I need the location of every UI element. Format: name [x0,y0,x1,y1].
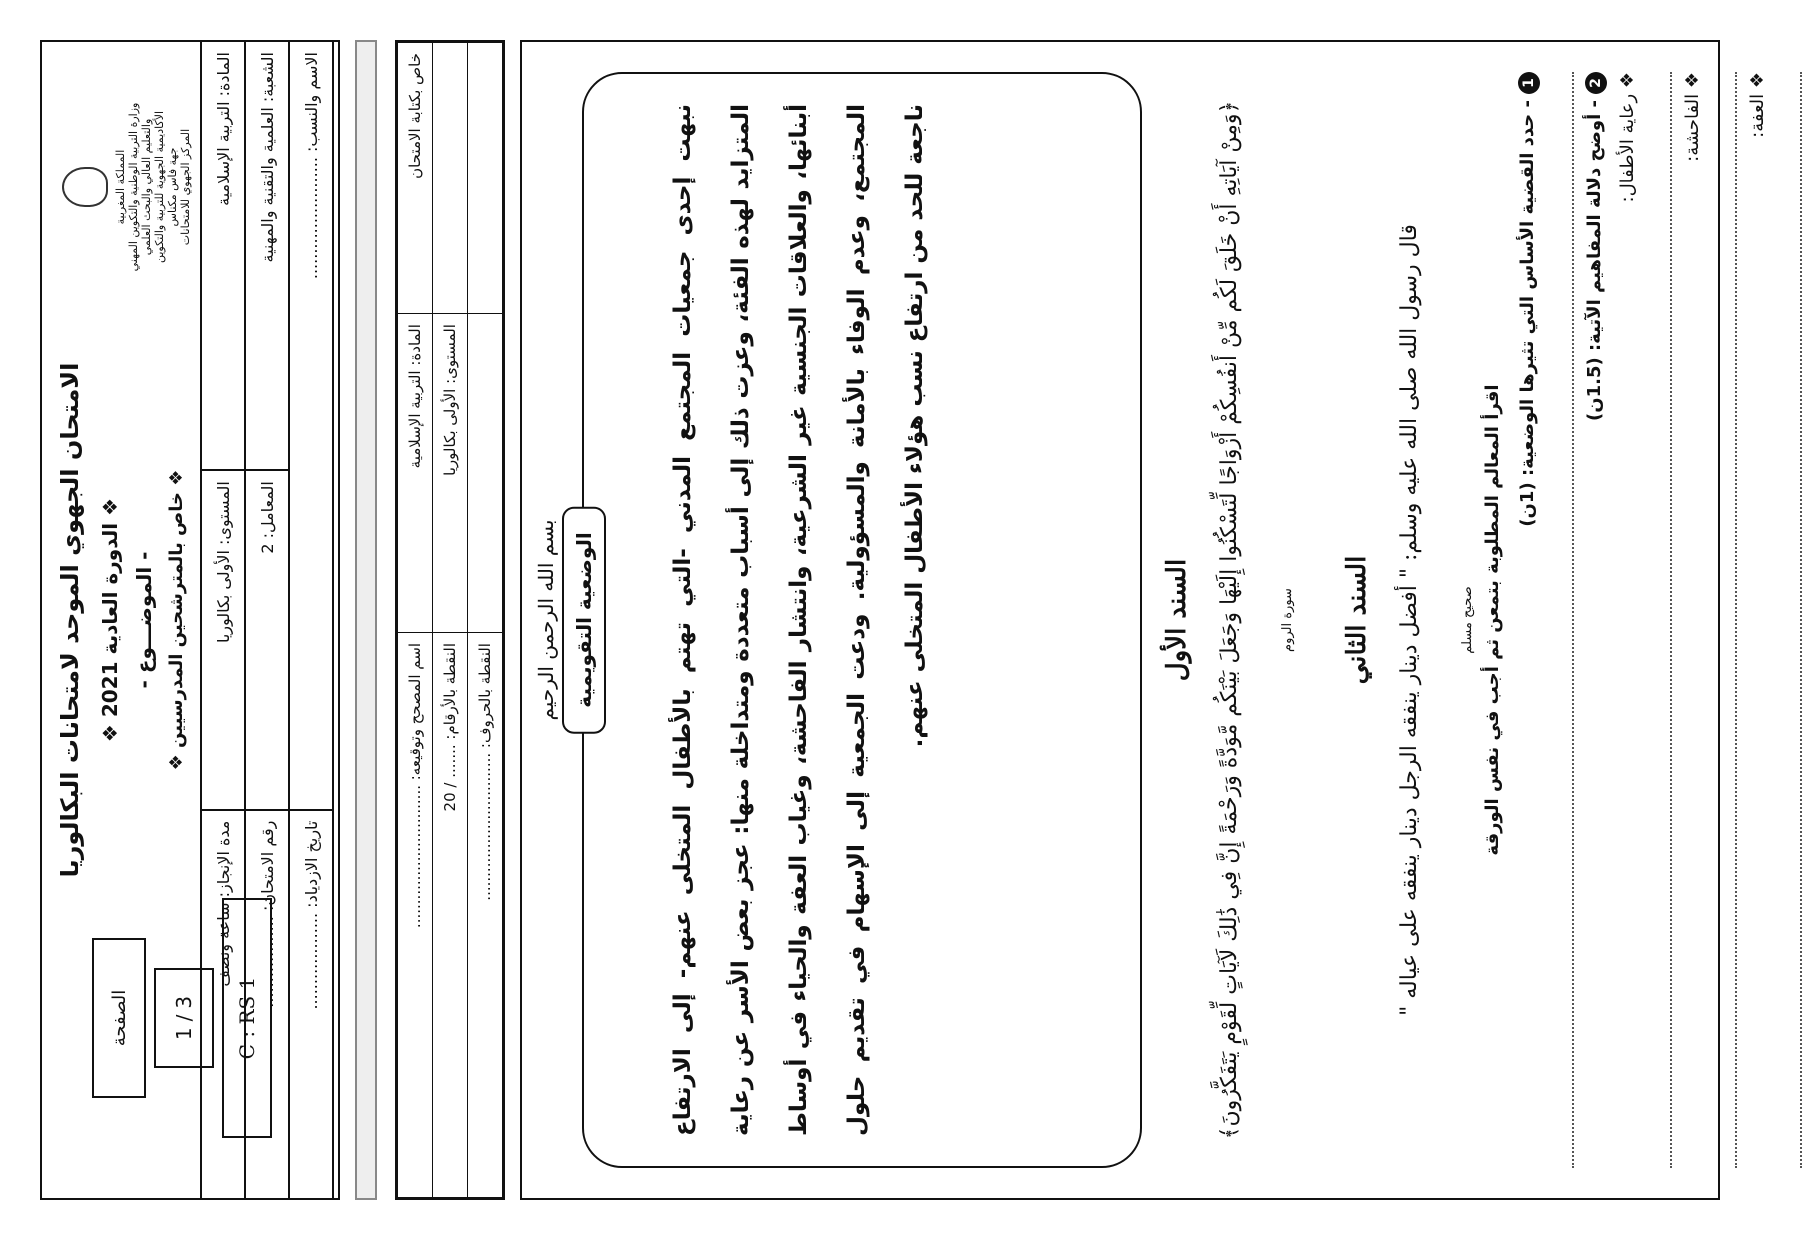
concept-item: ❖ الفاحشة: [1682,72,1703,162]
grading-exclusive-label: خاص بكتابة الامتحان [398,43,433,314]
document-one-title: السند الأول [1162,558,1192,682]
score-letters-field[interactable]: النقطة بالحروف: ............................... [468,633,503,1198]
subject-cell: المادة: التربية الإسلامية [201,41,245,470]
score-digits-field[interactable]: النقطة بالأرقام: ....... / 20 [433,633,468,1198]
fraction-slash: / [172,1014,196,1022]
coef-cell: المعامل: 2 [245,470,289,809]
situation-title: الوضعية التقويمية [562,506,606,733]
tasks-section [1482,72,1812,1168]
ministry-line: المملكة المغربية [114,149,127,225]
document-two [1342,72,1488,1168]
grading-subject: المادة: التربية الإسلامية [398,314,433,633]
candidates-label: ❖ خاص بالمترشحين المدرسيين ❖ [166,469,187,771]
level-cell: المستوى: الأولى بكالوريا [201,470,245,809]
document-two-hadith: قال رسول الله صلى الله عليه وسلم: " أفضل دينار ينفقه الرجل دينار ينفقه على عياله " [1397,224,1422,1016]
exam-info-table [200,40,334,1200]
ministry-line: وزارة التربية الوطنية والتكوين المهني [127,102,140,272]
question-two-text: - أوضح دلالة المفاهيم الآتية: (1.5ن) [1584,100,1605,422]
answer-line[interactable] [1713,72,1737,1168]
concept-item: ❖ رعاية الأطفال: [1617,72,1638,203]
name-field[interactable]: الاسم والنسب: ........................ [289,41,333,810]
document-two-title: السند الثاني [1342,555,1372,685]
document-one-source: سورة الروم [1280,588,1295,652]
branch-cell: الشعبة: العلمية والتقنية والمهنية [245,41,289,470]
question-two-number: 2 [1585,72,1607,94]
subject-label: - الموضـــوع - [132,551,156,689]
exam-number-field[interactable]: رقم الامتحان: .................. [245,810,289,1199]
concept-item: ❖ العفة: [1747,72,1768,138]
question-one-text: - حدد القضية الأساس التي تثيرها الوضعية: (1ن) [1517,100,1538,527]
title-block [56,342,187,898]
document-one-verse: ﴿وَمِنْ آيَاتِهِ أَنْ خَلَقَ لَكُم مِّنْ أَنفُسِكُمْ أَزْوَاجًا لِّتَسْكُنُوا إِلَيْهَا وَجَعَلَ بَيْنَكُم مَّوَدَّةً وَرَحْمَةً إِنَّ فِي ذَٰلِكَ لَآيَاتٍ لِّقَوْمٍ يَتَفَكَّرُونَ﴾ [1217,100,1242,1140]
ministry-line: المركز الجهوي للامتحانات [179,128,192,246]
answer-line[interactable] [1778,72,1802,1168]
page-number: 1 [172,1027,196,1041]
ministry-line: والتعليم العالي والبحث العلمي [140,118,153,256]
exam-title: الامتحان الجهوي الموحد لامتحانات البكالوريا [56,362,84,878]
ministry-line: الأكاديمية الجهوية للتربية والتكوين [153,110,166,264]
basmala: بسم الله الرحمن الرحيم [534,519,558,721]
page-total: 3 [172,995,196,1009]
grading-box [395,40,505,1200]
answer-line[interactable] [1648,72,1672,1168]
document-two-source: صحيح مسلم [1460,586,1475,654]
cut-separator [355,40,377,1200]
crest-icon [62,167,108,207]
duration-cell: مدة الإنجاز: ساعة ونصف [201,810,245,1199]
tasks-lead: اقرأ المعالم المطلوبة بتمعن ثم أجب في نفس الورقة [1482,384,1503,856]
question-two [1584,72,1607,1168]
birth-date-field[interactable]: تاريخ الازدياد: ................... [289,810,333,1199]
grading-level: المستوى: الأولى بكالوريا [433,314,468,633]
answer-line[interactable] [1550,72,1574,1168]
question-one-number: 1 [1518,72,1540,94]
session-label: ❖ الدورة العادية 2021 ❖ [98,497,122,743]
exam-code: C : RS 1 [222,898,272,1138]
situation-text: نبهت إحدى جمعيات المجتمع المدني -التي تهتم بالأطفال المتخلى عنهم- إلى الارتفاع المتزايد لهذه الفئة، وعزت ذلك إلى أسباب متعددة ومتداخلة منها: عجز بعض الأسر عن رعاية أبنائها، والعلاقات الجنسية غير الشرعية، وانتشار الفاحشة، وغياب العفة والحياء في أوساط المجتمع، وعدم الوفاء بالأمانة والمسؤولية. ودعت الجمعية إلى الإسهام في تقديم حلول ناجعة للحد من ارتفاع نسب هؤلاء الأطفال المتخلى عنهم. [670,104,928,1136]
corrector-field[interactable]: اسم المصحح وتوقيعه: .............................. [398,633,433,1198]
document-one [1162,72,1308,1168]
page-label: الصفحة [92,938,146,1098]
question-one [1517,72,1540,1168]
situation-box [572,72,1142,1168]
ministry-line: جهة فاس مكناس [166,147,179,227]
exam-body [520,40,1768,1200]
